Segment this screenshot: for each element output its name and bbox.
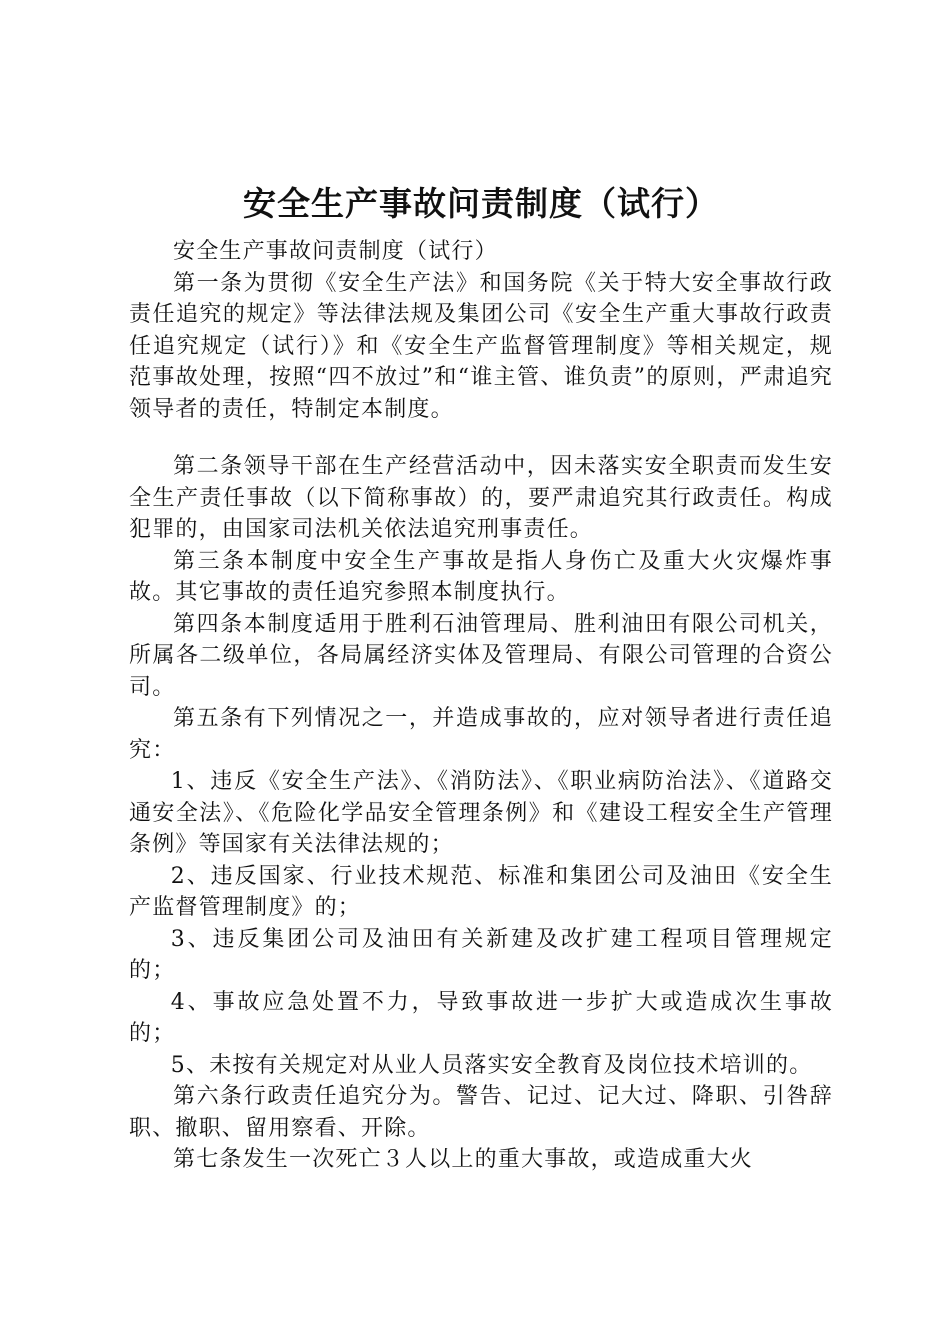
- article-6-paragraph: 第六条行政责任追究分为。警告、记过、记大过、降职、引咎辞职、撤职、留用察看、开除。: [129, 1084, 833, 1141]
- list-item-1: 1、违反《安全生产法》、《消防法》、《职业病防治法》、《道路交通安全法》、《危险化学品安全管理条例》和《建设工程安全生产管理条例》等国家有关法律法规的；: [129, 769, 833, 857]
- article-2-paragraph: 第二条领导干部在生产经营活动中，因未落实安全职责而发生安全生产责任事故（以下简称事故）的，要严肃追究其行政责任。构成犯罪的，由国家司法机关依法追究刑事责任。: [129, 454, 833, 542]
- article-3-paragraph: 第三条本制度中安全生产事故是指人身伤亡及重大火灾爆炸事故。其它事故的责任追究参照本制度执行。: [129, 548, 833, 605]
- list-item-4: 4、事故应急处置不力，导致事故进一步扩大或造成次生事故的；: [129, 989, 833, 1046]
- subtitle-paragraph: 安全生产事故问责制度（试行）: [173, 239, 498, 264]
- list-item-3: 3、违反集团公司及油田有关新建及改扩建工程项目管理规定的；: [129, 926, 833, 983]
- article-4-paragraph: 第四条本制度适用于胜利石油管理局、胜利油田有限公司机关，所属各二级单位，各局属经济实体及管理局、有限公司管理的合资公司。: [129, 611, 833, 700]
- document-page: [129, 178, 833, 1176]
- article-5-paragraph: 第五条有下列情况之一，并造成事故的，应对领导者进行责任追究：: [129, 706, 833, 763]
- article-1-paragraph: 第一条为贯彻《安全生产法》和国务院《关于特大安全事故行政责任追究的规定》等法律法规及集团公司《安全生产重大事故行政责任追究规定（试行）》和《安全生产监督管理制度》等相关规定，规范事故处理，按照“四不放过”和“谁主管、谁负责”的原则，严肃追究领导者的责任，特制定本制度。: [129, 270, 833, 422]
- document-title: 安全生产事故问责制度（试行）: [243, 184, 719, 223]
- article-7-paragraph: 第七条发生一次死亡３人以上的重大事故，或造成重大火: [173, 1147, 754, 1172]
- list-item-2: 2、违反国家、行业技术规范、标准和集团公司及油田《安全生产监督管理制度》的；: [129, 863, 833, 920]
- list-item-5: 5、未按有关规定对从业人员落实安全教育及岗位技术培训的。: [170, 1052, 813, 1078]
